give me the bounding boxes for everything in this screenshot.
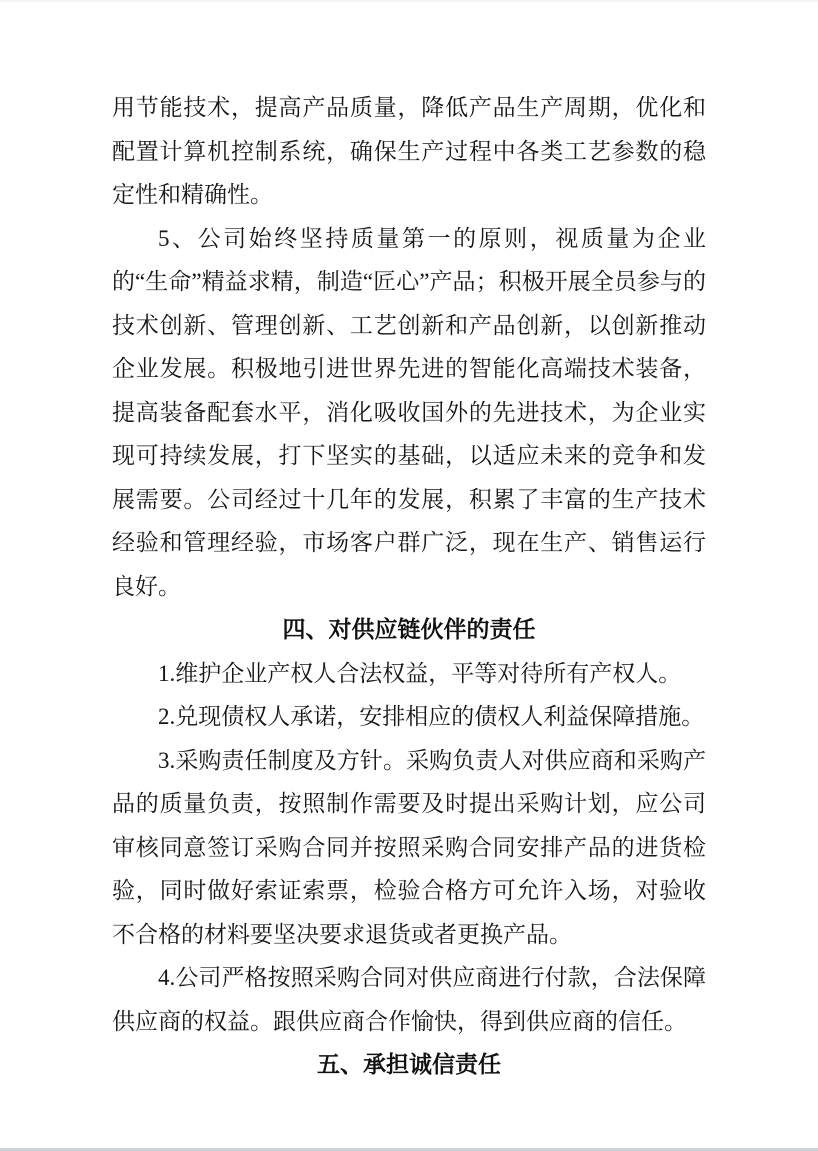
- paragraph-quality-principle: 5、公司始终坚持质量第一的原则，视质量为企业的“生命”精益求精，制造“匠心”产品；积极开展全员参与的技术创新、管理创新、工艺创新和产品创新，以创新推动企业发展。积极地引进世界先进的智能化高端技术装备，提高装备配套水平，消化吸收国外的先进技术，为企业实现可持续发展，打下坚实的基础，以适应未来的竞争和发展需要。公司经过十几年的发展，积累了丰富的生产技术经验和管理经验，市场客户群广泛，现在生产、销售运行良好。: [112, 225, 706, 599]
- document-content: [0, 2, 818, 1087]
- list-item-creditor-promise: 2.兑现债权人承诺，安排相应的债权人利益保障措施。: [158, 704, 705, 729]
- section-heading-integrity-responsibility: 五、承担诚信责任: [317, 1052, 501, 1077]
- list-item-property-rights: 1.维护企业产权人合法权益，平等对待所有产权人。: [158, 660, 682, 686]
- list-item-supplier-payment: 4.公司严格按照采购合同对供应商进行付款，合法保障供应商的权益。跟供应商合作愉快，得到供应商的信任。: [112, 965, 706, 1034]
- list-item-procurement-policy: 3.采购责任制度及方针。采购负责人对供应商和采购产品的质量负责，按照制作需要及时提出采购计划，应公司审核同意签订采购合同并按照采购合同安排产品的进货检验，同时做好索证索票，检验合格方可允许入场，对验收不合格的材料要坚决要求退货或者更换产品。: [112, 747, 706, 947]
- section-heading-supply-chain-responsibility: 四、对供应链伙伴的责任: [282, 617, 536, 642]
- paragraph-energy-tech-continuation: 用节能技术，提高产品质量，降低产品生产周期，优化和配置计算机控制系统，确保生产过程中各类工艺参数的稳定性和精确性。: [112, 95, 706, 207]
